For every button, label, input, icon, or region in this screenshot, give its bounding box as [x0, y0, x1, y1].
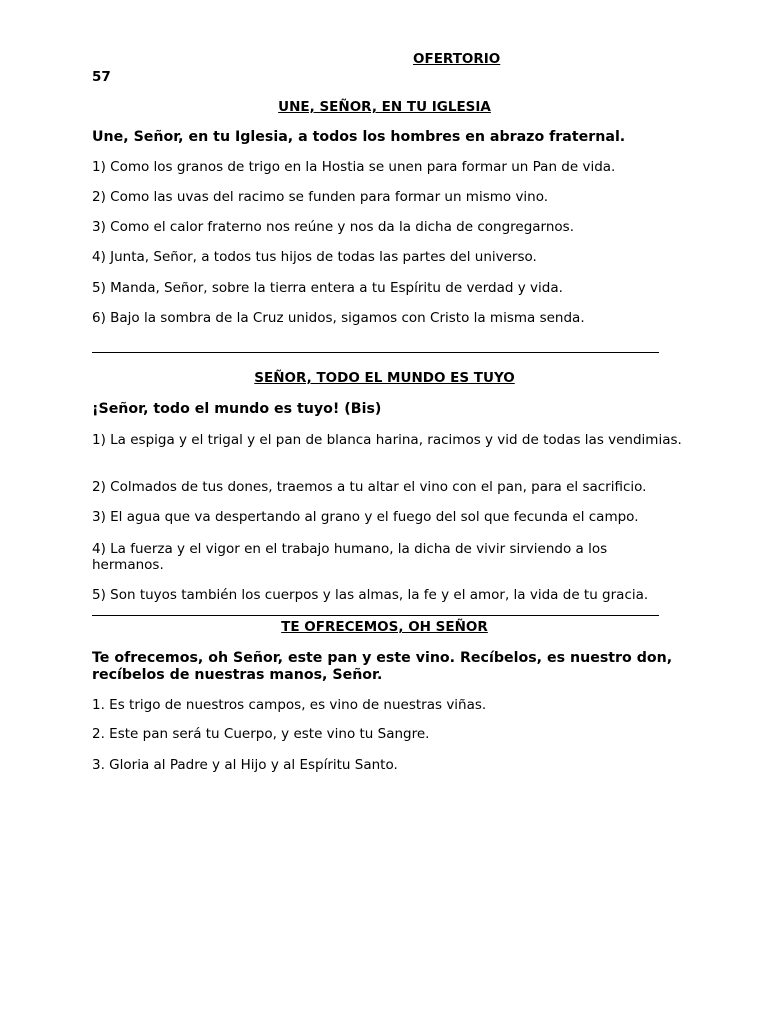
song-1-verse-4: 4) Junta, Señor, a todos tus hijos de todas las partes del universo. — [92, 249, 537, 265]
song-2-verse-3: 3) El agua que va despertando al grano y el fuego del sol que fecunda el campo. — [92, 509, 639, 525]
song-refrain-3: Te ofrecemos, oh Señor, este pan y este vino. Recíbelos, es nuestro don, recíbelos de nuestras manos, Señor. — [92, 650, 673, 683]
song-1-verse-3: 3) Como el calor fraterno nos reúne y nos da la dicha de congregarnos. — [92, 219, 574, 235]
section-divider — [92, 352, 659, 353]
song-2-verse-1: 1) La espiga y el trigal y el pan de blanca harina, racimos y vid de todas las vendimias. — [92, 432, 682, 448]
section-divider — [92, 615, 659, 616]
song-3-verse-3: 3. Gloria al Padre y al Hijo y al Espíritu Santo. — [92, 757, 398, 773]
song-title-2: SEÑOR, TODO EL MUNDO ES TUYO — [254, 370, 515, 386]
song-1-verse-2: 2) Como las uvas del racimo se funden para formar un mismo vino. — [92, 189, 549, 205]
song-1-verse-6: 6) Bajo la sombra de la Cruz unidos, sigamos con Cristo la misma senda. — [92, 310, 585, 326]
song-3-verse-2: 2. Este pan será tu Cuerpo, y este vino tu Sangre. — [92, 726, 430, 742]
song-title-3: TE OFRECEMOS, OH SEÑOR — [281, 619, 488, 635]
song-3-verse-1: 1. Es trigo de nuestros campos, es vino de nuestras viñas. — [92, 697, 487, 713]
song-1-verse-1: 1) Como los granos de trigo en la Hostia se unen para formar un Pan de vida. — [92, 159, 616, 175]
section-heading: OFERTORIO — [413, 51, 501, 67]
page-number: 57 — [92, 69, 111, 85]
song-title-1: UNE, SEÑOR, EN TU IGLESIA — [278, 99, 491, 115]
song-refrain-2: ¡Señor, todo el mundo es tuyo! (Bis) — [92, 401, 382, 417]
song-1-verse-5: 5) Manda, Señor, sobre la tierra entera a tu Espíritu de verdad y vida. — [92, 280, 563, 296]
song-2-verse-2: 2) Colmados de tus dones, traemos a tu altar el vino con el pan, para el sacrificio. — [92, 479, 647, 495]
song-2-verse-5: 5) Son tuyos también los cuerpos y las almas, la fe y el amor, la vida de tu gracia. — [92, 587, 649, 603]
song-2-verse-4: 4) La fuerza y el vigor en el trabajo humano, la dicha de vivir sirviendo a los hermanos. — [92, 541, 608, 573]
song-refrain-1: Une, Señor, en tu Iglesia, a todos los hombres en abrazo fraternal. — [92, 129, 626, 145]
